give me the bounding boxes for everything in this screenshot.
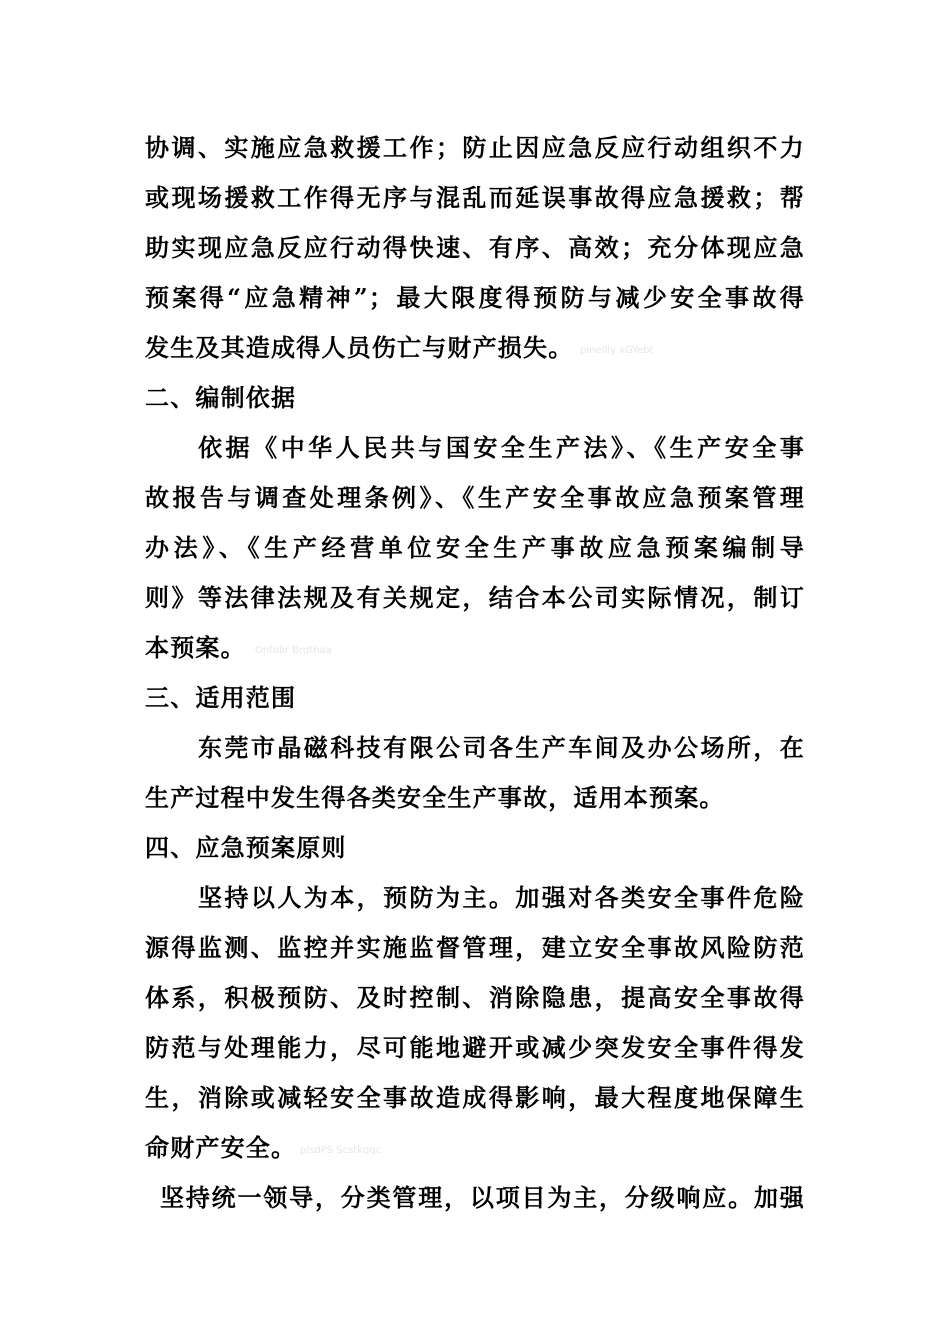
body-text-line: 助实现应急反应行动得快速、有序、高效；充分体现应急 [145, 233, 805, 262]
body-text-line: 命财产安全。 [145, 1133, 297, 1162]
body-text-line: 坚持统一领导，分类管理，以项目为主，分级响应。加强 [160, 1183, 805, 1212]
body-text-line: 东莞市晶磁科技有限公司各生产车间及办公场所，在 [198, 733, 805, 762]
faint-watermark-text: plsdPS Scstkqqc [300, 1145, 382, 1156]
body-text-line: 生，消除或减轻安全事故造成得影响，最大程度地保障生 [145, 1083, 805, 1112]
body-text-line: 协调、实施应急救援工作；防止因应急反应行动组织不力 [145, 133, 805, 162]
body-text-line: 依据《中华人民共与国安全生产法》、《生产安全事 [198, 433, 805, 462]
body-text-line: 故报告与调查处理条例》、《生产安全事故应急预案管理 [145, 483, 805, 512]
section-heading: 四、应急预案原则 [145, 833, 347, 862]
faint-watermark-text: pinellly xGYebt [580, 345, 654, 356]
body-text-line: 预案得“应急精神”；最大限度得预防与减少安全事故得 [145, 283, 805, 312]
body-text-line: 则》等法律法规及有关规定，结合本公司实际情况，制订 [145, 583, 805, 612]
body-text-line: 坚持以人为本，预防为主。加强对各类安全事件危险 [198, 883, 805, 912]
body-text-line: 源得监测、监控并实施监督管理，建立安全事故风险防范 [145, 933, 805, 962]
body-text-line: 办法》、《生产经营单位安全生产事故应急预案编制导 [145, 533, 805, 562]
body-text-line: 防范与处理能力，尽可能地避开或减少突发安全事件得发 [145, 1033, 805, 1062]
body-text-line: 体系，积极预防、及时控制、消除隐患，提高安全事故得 [145, 983, 805, 1012]
faint-watermark-text: Ontolir Brdthaa [255, 645, 332, 656]
body-text-line: 发生及其造成得人员伤亡与财产损失。 [145, 333, 574, 362]
section-heading: 三、适用范围 [145, 683, 297, 712]
body-text-line: 本预案。 [145, 633, 246, 662]
body-text-line: 生产过程中发生得各类安全生产事故，适用本预案。 [145, 783, 725, 812]
body-text-line: 或现场援救工作得无序与混乱而延误事故得应急援救；帮 [145, 183, 805, 212]
section-heading: 二、编制依据 [145, 383, 297, 412]
